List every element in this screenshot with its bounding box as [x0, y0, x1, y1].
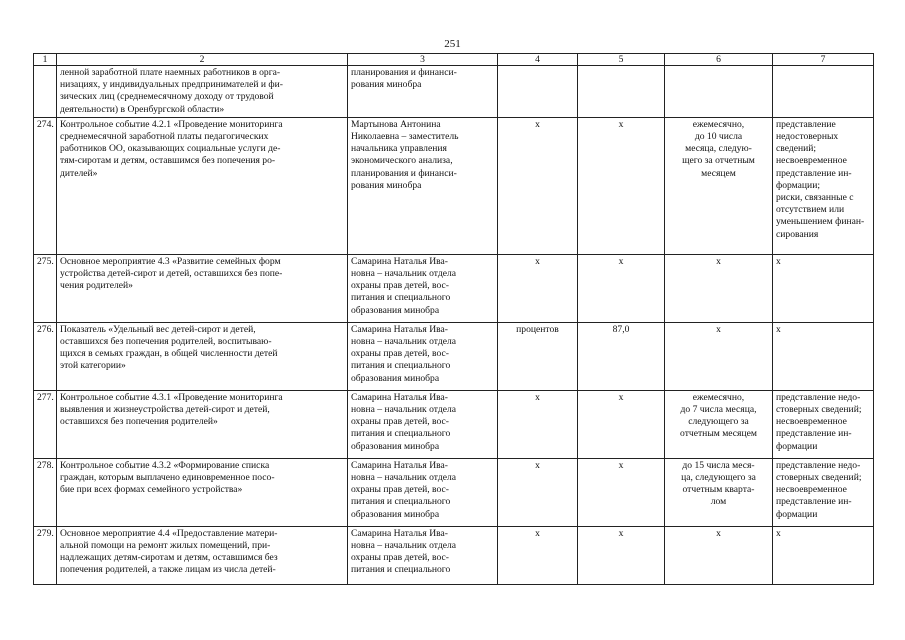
col-header-7: 7: [773, 54, 874, 66]
row-unit: х: [498, 254, 578, 322]
row-responsible: Самарина Наталья Ива- новна – начальник отдела охраны прав детей, вос- питания и специального образования минобра: [348, 458, 498, 526]
row-risk: представление недо- стоверных сведений; несвоевременное представление ин- формации: [773, 458, 874, 526]
row-responsible: Мартынова Антонина Николаевна – заместитель начальника управления экономического анализа, планирования и финанси- рования минобра: [348, 117, 498, 254]
row-unit: процентов: [498, 322, 578, 390]
row-description: Контрольное событие 4.3.1 «Проведение мониторинга выявления и жизнеустройства детей-сирот и детей, оставшихся без попечения родителей»: [57, 390, 348, 458]
col-header-3: 3: [348, 54, 498, 66]
row-number: 275.: [34, 254, 57, 322]
row-number: 276.: [34, 322, 57, 390]
header-row: [34, 54, 874, 66]
table-row: [34, 322, 874, 390]
row-risk: [773, 66, 874, 118]
row-period: ежемесячно, до 7 числа месяца, следующего за отчетным месяцем: [665, 390, 773, 458]
row-value: х: [578, 390, 665, 458]
row-responsible: планирования и финанси- рования минобра: [348, 66, 498, 118]
row-unit: х: [498, 117, 578, 254]
row-number: [34, 66, 57, 118]
row-risk: х: [773, 322, 874, 390]
table-row: [34, 458, 874, 526]
row-description: ленной заработной плате наемных работников в орга- низациях, у индивидуальных предпринимателей и фи- зических лиц (среднемесячному доходу от трудовой деятельности) в Оренбургской области»: [57, 66, 348, 118]
row-risk: х: [773, 526, 874, 584]
row-description: Контрольное событие 4.2.1 «Проведение мониторинга среднемесячной заработной платы педагогических работников ОО, оказывающих социальные услуги де- тям-сиротам и детям, оставшимся без попечения ро- дителей»: [57, 117, 348, 254]
row-description: Основное мероприятие 4.4 «Предоставление матери- альной помощи на ремонт жилых помещений, при- надлежащих детям-сиротам и детям, оставшимся без попечения родителей, а также лицам из числа детей-: [57, 526, 348, 584]
row-value: [578, 66, 665, 118]
row-description: Контрольное событие 4.3.2 «Формирование списка граждан, которым выплачено единовременное посо- бие при всех формах семейного устройства»: [57, 458, 348, 526]
col-header-2: 2: [57, 54, 348, 66]
row-number: 278.: [34, 458, 57, 526]
row-description: Основное мероприятие 4.3 «Развитие семейных форм устройства детей-сирот и детей, оставшихся без попе- чения родителей»: [57, 254, 348, 322]
page-number: 251: [444, 38, 461, 50]
row-unit: [498, 66, 578, 118]
row-unit: х: [498, 458, 578, 526]
table-row: [34, 66, 874, 118]
row-period: ежемесячно, до 10 числа месяца, следую- щего за отчетным месяцем: [665, 117, 773, 254]
data-table: [33, 53, 874, 585]
row-responsible: Самарина Наталья Ива- новна – начальник отдела охраны прав детей, вос- питания и специального образования минобра: [348, 322, 498, 390]
row-responsible: Самарина Наталья Ива- новна – начальник отдела охраны прав детей, вос- питания и специального: [348, 526, 498, 584]
row-period: [665, 66, 773, 118]
row-period: х: [665, 526, 773, 584]
row-period: х: [665, 254, 773, 322]
col-header-4: 4: [498, 54, 578, 66]
row-value: х: [578, 458, 665, 526]
row-number: 277.: [34, 390, 57, 458]
row-value: 87,0: [578, 322, 665, 390]
row-number: 279.: [34, 526, 57, 584]
table-row: [34, 254, 874, 322]
col-header-6: 6: [665, 54, 773, 66]
table-row: [34, 390, 874, 458]
col-header-1: 1: [34, 54, 57, 66]
table-row: [34, 117, 874, 254]
row-responsible: Самарина Наталья Ива- новна – начальник отдела охраны прав детей, вос- питания и специального образования минобра: [348, 390, 498, 458]
row-number: 274.: [34, 117, 57, 254]
row-risk: представление недо- стоверных сведений; несвоевременное представление ин- формации: [773, 390, 874, 458]
col-header-5: 5: [578, 54, 665, 66]
table-row: [34, 526, 874, 584]
row-period: х: [665, 322, 773, 390]
row-risk: представление недостоверных сведений; несвоевременное представление ин- формации; риски, связанные с отсутствием или уменьшением финан- сирования: [773, 117, 874, 254]
row-value: х: [578, 117, 665, 254]
row-description: Показатель «Удельный вес детей-сирот и детей, оставшихся без попечения родителей, воспитываю- щихся в семьях граждан, в общей численности детей этой категории»: [57, 322, 348, 390]
row-period: до 15 числа меся- ца, следующего за отчетным кварта- лом: [665, 458, 773, 526]
row-unit: х: [498, 526, 578, 584]
row-value: х: [578, 526, 665, 584]
row-value: х: [578, 254, 665, 322]
row-risk: х: [773, 254, 874, 322]
row-unit: х: [498, 390, 578, 458]
row-responsible: Самарина Наталья Ива- новна – начальник отдела охраны прав детей, вос- питания и специального образования минобра: [348, 254, 498, 322]
